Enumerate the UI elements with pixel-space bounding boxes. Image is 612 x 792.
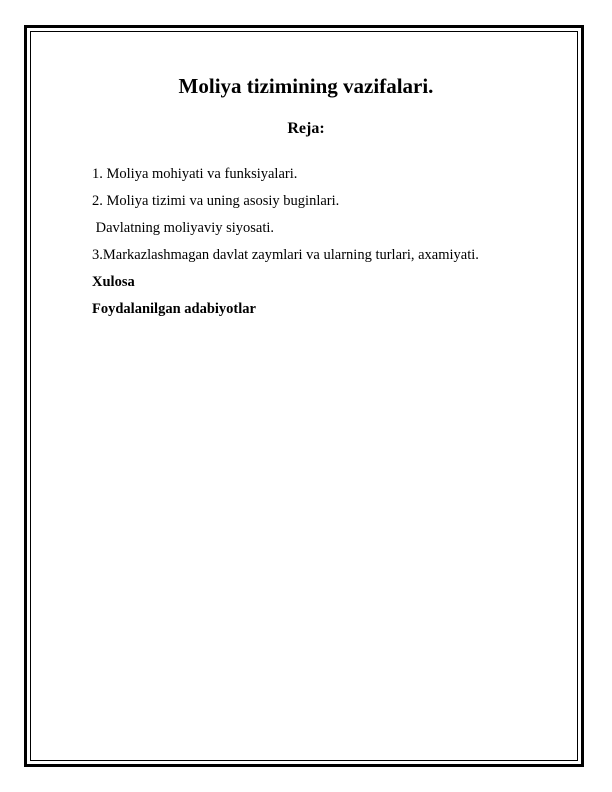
page-border-inner: [30, 31, 578, 761]
plan-item-2-sub: Davlatning moliyaviy siyosati.: [92, 220, 275, 236]
plan-item-conclusion: Xulosa: [92, 274, 135, 290]
plan-item-3: 3.Markazlashmagan davlat zaymlari va ularning turlari, axamiyati.: [92, 247, 479, 263]
plan-item-2: 2. Moliya tizimi va uning asosiy buginlari.: [92, 193, 340, 209]
plan-item-references: Foydalanilgan adabiyotlar: [92, 301, 256, 317]
plan-item-1: 1. Moliya mohiyati va funksiyalari.: [92, 166, 298, 182]
plan-heading: Reja:: [287, 120, 325, 137]
plan-list: [92, 161, 479, 323]
document-title: Moliya tizimining vazifalari.: [178, 74, 434, 98]
